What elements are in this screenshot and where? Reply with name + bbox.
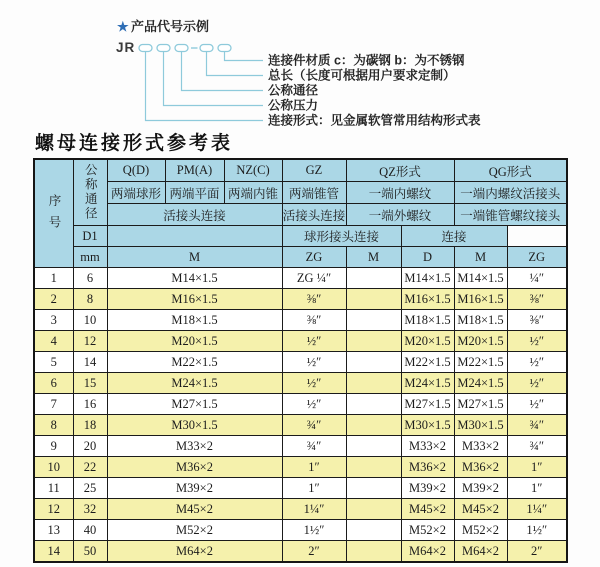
cell-m: M14×1.5 xyxy=(107,268,282,289)
cell-qz-m xyxy=(346,520,401,541)
cell-dn: 25 xyxy=(73,478,107,499)
cell-qz-d: M36×2 xyxy=(401,457,454,478)
cell-gz-zg: 2″ xyxy=(282,541,346,563)
cell-qg-m: M16×1.5 xyxy=(454,289,507,310)
cell-gz-zg: ⅜″ xyxy=(282,289,346,310)
cell-qz-d: M22×1.5 xyxy=(401,352,454,373)
cell-qz-m xyxy=(346,457,401,478)
header-qg-m: M xyxy=(454,247,507,268)
table-row xyxy=(34,415,567,436)
code-box-3 xyxy=(175,45,188,52)
subheader-qz: 一端内螺纹 xyxy=(346,182,454,204)
cell-dn: 6 xyxy=(73,268,107,289)
header-qg-zg: ZG xyxy=(507,247,567,268)
subheader-nz: 两端内锥 xyxy=(224,182,282,204)
cell-seq: 5 xyxy=(34,352,73,373)
cell-seq: 1 xyxy=(34,268,73,289)
cell-qz-d: M16×1.5 xyxy=(401,289,454,310)
conn2-header-qg: 连接 xyxy=(401,226,507,247)
cell-qz-d: M27×1.5 xyxy=(401,394,454,415)
cell-m: M64×2 xyxy=(107,541,282,563)
product-code-diagram xyxy=(0,0,600,127)
cell-qg-m: M22×1.5 xyxy=(454,352,507,373)
cell-qg-m: M39×2 xyxy=(454,478,507,499)
cell-seq: 6 xyxy=(34,373,73,394)
callout-label-length: 总长（长度可根据用户要求定制） xyxy=(268,68,456,83)
cell-qg-zg: ⅜″ xyxy=(507,289,567,310)
cell-seq: 12 xyxy=(34,499,73,520)
cell-qz-d: M20×1.5 xyxy=(401,331,454,352)
subheader-gz: 两端锥管 xyxy=(282,182,346,204)
cell-qg-m: M64×2 xyxy=(454,541,507,563)
col-header-nz: NZ(C) xyxy=(224,159,282,182)
table-row xyxy=(34,499,567,520)
code-box-2 xyxy=(157,45,170,52)
cell-dn: 16 xyxy=(73,394,107,415)
header-zg: ZG xyxy=(282,247,346,268)
cell-qg-zg: ½″ xyxy=(507,394,567,415)
cell-seq: 9 xyxy=(34,436,73,457)
cell-qz-d: M14×1.5 xyxy=(401,268,454,289)
cell-qg-zg: 1″ xyxy=(507,478,567,499)
cell-seq: 4 xyxy=(34,331,73,352)
cell-m: M22×1.5 xyxy=(107,352,282,373)
conn-header-qpn: 活接头连接 xyxy=(107,204,282,226)
cell-qg-zg: 1¼″ xyxy=(507,499,567,520)
table-row xyxy=(34,436,567,457)
callout-label-material: 连接件材质 c：为碳钢 b：为不锈钢 xyxy=(268,53,465,68)
header-d1: D1 xyxy=(73,226,107,247)
cell-qg-zg: ½″ xyxy=(507,331,567,352)
cell-dn: 14 xyxy=(73,352,107,373)
cell-seq: 8 xyxy=(34,415,73,436)
conn-header-qz: 一端外螺纹 xyxy=(346,204,454,226)
table-row xyxy=(34,541,567,563)
cell-dn: 8 xyxy=(73,289,107,310)
cell-qz-m xyxy=(346,310,401,331)
cell-qg-m: M33×2 xyxy=(454,436,507,457)
cell-seq: 14 xyxy=(34,541,73,563)
cell-qg-zg: 1½″ xyxy=(507,520,567,541)
cell-qz-d: M64×2 xyxy=(401,541,454,563)
cell-qg-m: M45×2 xyxy=(454,499,507,520)
table-row xyxy=(34,268,567,289)
conn-header-qg: 一端锥管螺纹接头 xyxy=(454,204,567,226)
cell-gz-zg: ½″ xyxy=(282,352,346,373)
cell-dn: 22 xyxy=(73,457,107,478)
table-row xyxy=(34,352,567,373)
cell-m: M24×1.5 xyxy=(107,373,282,394)
cell-gz-zg: 1¼″ xyxy=(282,499,346,520)
cell-qz-m xyxy=(346,478,401,499)
cell-qz-m xyxy=(346,499,401,520)
callout-label-diameter: 公称通径 xyxy=(268,83,319,98)
cell-qz-d: M30×1.5 xyxy=(401,415,454,436)
cell-gz-zg: ½″ xyxy=(282,373,346,394)
cell-dn: 10 xyxy=(73,310,107,331)
col-header-qz: QZ形式 xyxy=(346,159,454,182)
nut-connection-table xyxy=(33,158,568,563)
cell-m: M27×1.5 xyxy=(107,394,282,415)
cell-gz-zg: ½″ xyxy=(282,331,346,352)
header-qz-m: M xyxy=(346,247,401,268)
cell-gz-zg: 1″ xyxy=(282,478,346,499)
cell-qg-m: M14×1.5 xyxy=(454,268,507,289)
cell-dn: 18 xyxy=(73,415,107,436)
cell-gz-zg: ¾″ xyxy=(282,415,346,436)
cell-qz-m xyxy=(346,415,401,436)
table-body xyxy=(34,268,567,563)
cell-qg-zg: ⅜″ xyxy=(507,310,567,331)
conn-header-gz: 活接头连接 xyxy=(282,204,346,226)
cell-seq: 3 xyxy=(34,310,73,331)
table-row xyxy=(34,478,567,499)
table-row xyxy=(34,331,567,352)
table-row xyxy=(34,394,567,415)
cell-qg-zg: ½″ xyxy=(507,373,567,394)
cell-gz-zg: 1½″ xyxy=(282,520,346,541)
subheader-q: 两端球形 xyxy=(107,182,165,204)
cell-qg-m: M18×1.5 xyxy=(454,310,507,331)
cell-qg-zg: 2″ xyxy=(507,541,567,563)
table-row xyxy=(34,310,567,331)
cell-qz-m xyxy=(346,268,401,289)
table-row xyxy=(34,520,567,541)
col-header-q: Q(D) xyxy=(107,159,165,182)
cell-m: M30×1.5 xyxy=(107,415,282,436)
cell-gz-zg: ¾″ xyxy=(282,436,346,457)
cell-seq: 11 xyxy=(34,478,73,499)
callout-lines xyxy=(146,52,264,121)
subheader-pm: 两端平面 xyxy=(165,182,224,204)
cell-dn: 20 xyxy=(73,436,107,457)
col-header-dn: 公称通径 xyxy=(73,159,107,226)
cell-seq: 13 xyxy=(34,520,73,541)
callout-label-connection: 连接形式：见金属软管常用结构形式表 xyxy=(268,113,481,127)
cell-qz-m xyxy=(346,373,401,394)
cell-m: M18×1.5 xyxy=(107,310,282,331)
table-row xyxy=(34,457,567,478)
table-title: 螺母连接形式参考表 xyxy=(35,133,234,154)
cell-qz-m xyxy=(346,541,401,563)
cell-m: M16×1.5 xyxy=(107,289,282,310)
cell-qz-d: M24×1.5 xyxy=(401,373,454,394)
cell-m: M39×2 xyxy=(107,478,282,499)
cell-gz-zg: ⅜″ xyxy=(282,310,346,331)
star-icon: ★ xyxy=(117,19,129,34)
cell-qz-m xyxy=(346,331,401,352)
cell-m: M36×2 xyxy=(107,457,282,478)
cell-qg-m: M30×1.5 xyxy=(454,415,507,436)
cell-qz-d: M33×2 xyxy=(401,436,454,457)
cell-qz-m xyxy=(346,394,401,415)
col-header-seq: 序号 xyxy=(34,159,73,268)
cell-qz-d: M52×2 xyxy=(401,520,454,541)
cell-dn: 15 xyxy=(73,373,107,394)
cell-qg-m: M52×2 xyxy=(454,520,507,541)
cell-qz-d: M45×2 xyxy=(401,499,454,520)
table-header xyxy=(34,159,567,268)
cell-qg-zg: 1″ xyxy=(507,457,567,478)
col-header-gz: GZ xyxy=(282,159,346,182)
diagram-heading: 产品代号示例 xyxy=(131,19,210,34)
callout-label-pressure: 公称压力 xyxy=(268,98,319,113)
cell-m: M45×2 xyxy=(107,499,282,520)
cell-seq: 10 xyxy=(34,457,73,478)
code-box-5 xyxy=(218,45,231,52)
cell-qg-zg: ½″ xyxy=(507,352,567,373)
code-box-4 xyxy=(200,45,213,52)
col-header-qg: QG形式 xyxy=(454,159,567,182)
cell-dn: 32 xyxy=(73,499,107,520)
cell-dn: 50 xyxy=(73,541,107,563)
table-row xyxy=(34,373,567,394)
header-qz-d: D xyxy=(401,247,454,268)
cell-qz-d: M18×1.5 xyxy=(401,310,454,331)
cell-dn: 12 xyxy=(73,331,107,352)
cell-qg-zg: ¾″ xyxy=(507,415,567,436)
col-header-pm: PM(A) xyxy=(165,159,224,182)
cell-m: M20×1.5 xyxy=(107,331,282,352)
cell-qg-zg: ¾″ xyxy=(507,436,567,457)
code-box-1 xyxy=(139,45,152,52)
cell-qg-m: M27×1.5 xyxy=(454,394,507,415)
cell-dn: 40 xyxy=(73,520,107,541)
subheader-qg: 一端内螺纹活接头 xyxy=(454,182,567,204)
code-prefix: JR xyxy=(116,40,136,55)
header-mm: mm xyxy=(73,247,107,268)
cell-gz-zg: ½″ xyxy=(282,394,346,415)
cell-qz-m xyxy=(346,289,401,310)
table-row xyxy=(34,289,567,310)
cell-m: M33×2 xyxy=(107,436,282,457)
cell-qg-m: M24×1.5 xyxy=(454,373,507,394)
cell-seq: 7 xyxy=(34,394,73,415)
cell-qz-d: M39×2 xyxy=(401,478,454,499)
cell-gz-zg: ZG ¼″ xyxy=(282,268,346,289)
cell-qz-m xyxy=(346,352,401,373)
header-blank-left xyxy=(107,226,282,247)
header-m: M xyxy=(107,247,282,268)
cell-qz-m xyxy=(346,436,401,457)
cell-m: M52×2 xyxy=(107,520,282,541)
conn2-header-qz: 球形接头连接 xyxy=(282,226,401,247)
cell-qg-m: M20×1.5 xyxy=(454,331,507,352)
cell-qg-m: M36×2 xyxy=(454,457,507,478)
cell-qg-zg: ¼″ xyxy=(507,268,567,289)
cell-gz-zg: 1″ xyxy=(282,457,346,478)
cell-seq: 2 xyxy=(34,289,73,310)
